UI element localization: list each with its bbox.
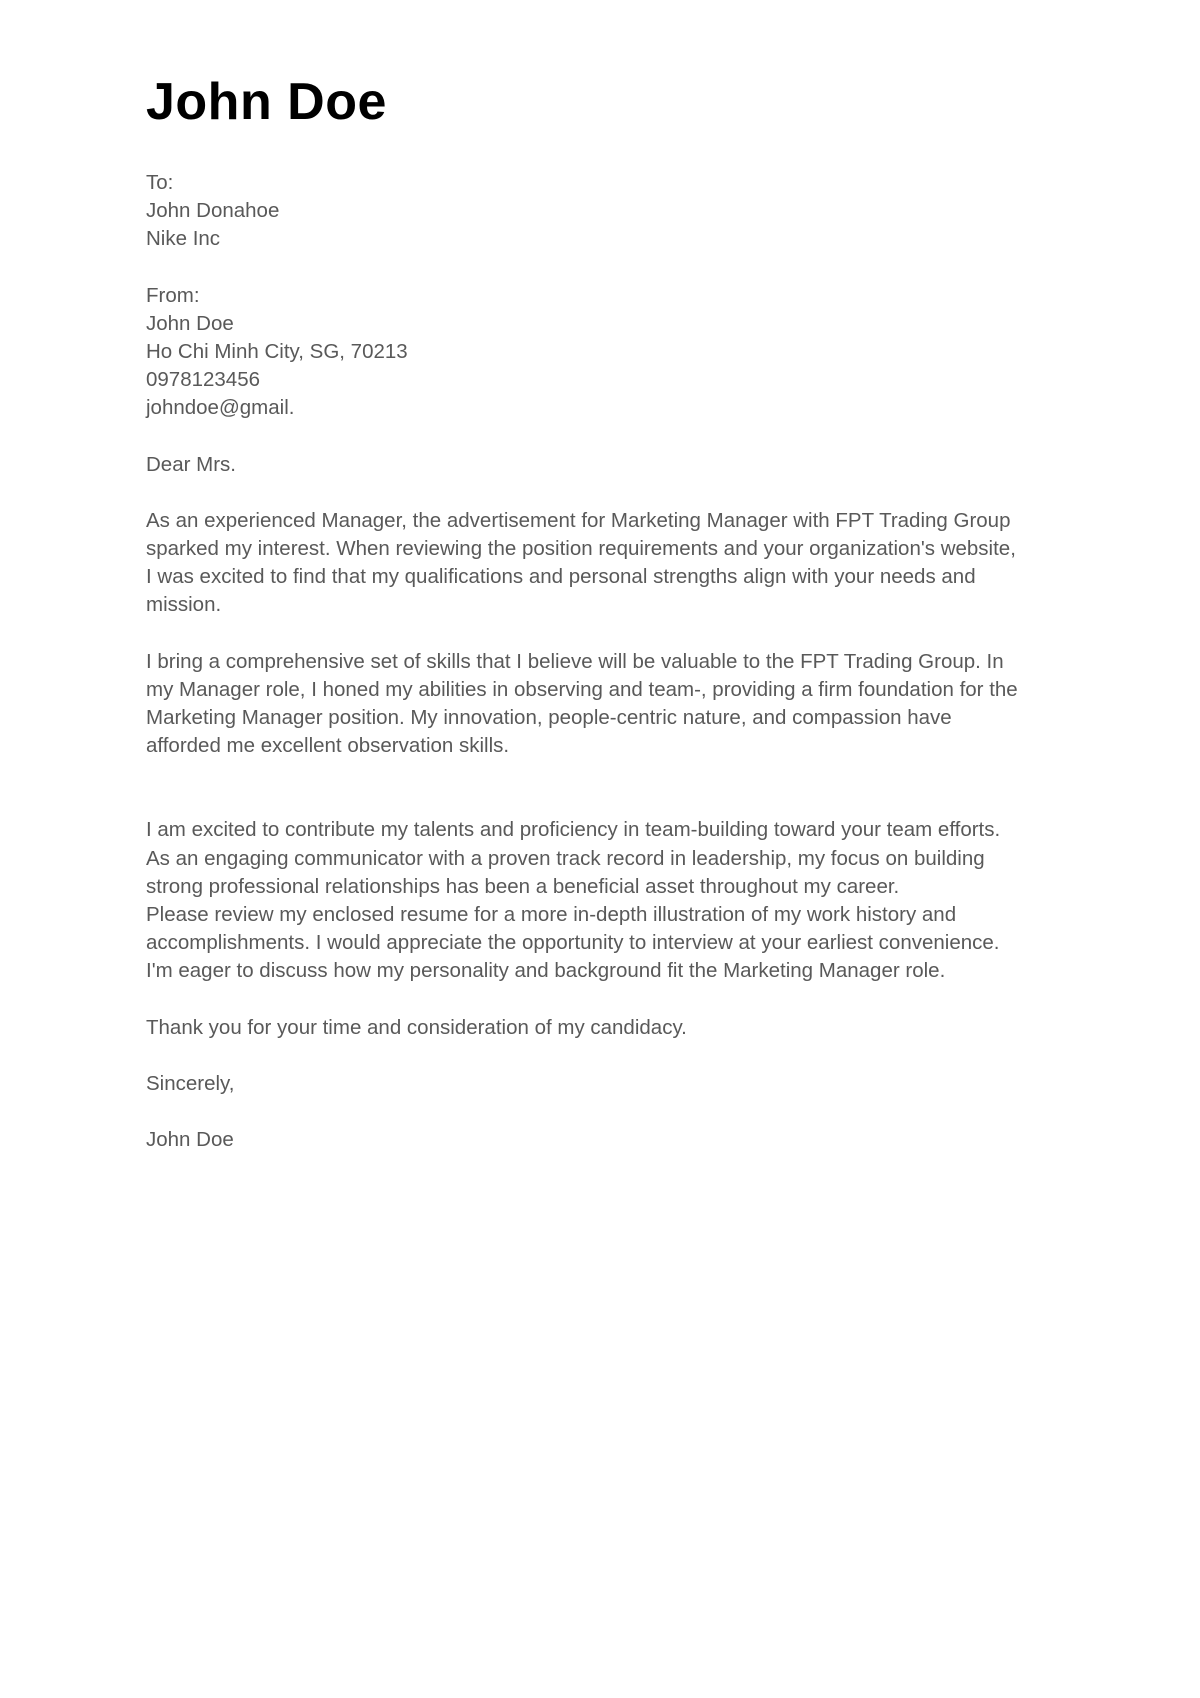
sender-block xyxy=(146,282,1066,423)
sender-phone: 0978123456 xyxy=(146,368,261,392)
paragraph-line: strong professional relationships has been a beneficial asset throughout my career. xyxy=(146,874,900,898)
paragraph-line: accomplishments. I would appreciate the opportunity to interview at your earliest convenience. xyxy=(146,931,1000,955)
letter-content xyxy=(146,68,1066,1154)
paragraph-line: I bring a comprehensive set of skills that I believe will be valuable to the FPT Trading Group. In xyxy=(146,649,1004,673)
sender-email: johndoe@gmail. xyxy=(146,396,295,420)
paragraph-line: afforded me excellent observation skills. xyxy=(146,734,510,758)
closing xyxy=(146,1070,1066,1098)
signature xyxy=(146,1126,1066,1154)
paragraph-line: I am excited to contribute my talents and proficiency in team-building toward your team efforts. xyxy=(146,818,1001,842)
paragraph-line: sparked my interest. When reviewing the position requirements and your organization's website, xyxy=(146,537,1016,561)
paragraph-line: I was excited to find that my qualifications and personal strengths align with your needs and xyxy=(146,565,976,589)
sender-address: Ho Chi Minh City, SG, 70213 xyxy=(146,340,408,364)
sender-name: John Doe xyxy=(146,311,234,335)
thanks-text: Thank you for your time and consideration of my candidacy. xyxy=(146,1015,687,1039)
recipient-block xyxy=(146,169,1066,254)
body-paragraph-3 xyxy=(146,816,1066,985)
recipient-company: Nike Inc xyxy=(146,227,221,251)
body-paragraph-1 xyxy=(146,507,1066,620)
paragraph-line: As an experienced Manager, the advertisement for Marketing Manager with FPT Trading Group xyxy=(146,508,1011,532)
to-label: To: xyxy=(146,171,174,194)
from-label: From: xyxy=(146,283,200,307)
thanks-line xyxy=(146,1014,1066,1042)
sender-name-heading: John Doe xyxy=(146,73,387,131)
closing-text: Sincerely, xyxy=(146,1071,235,1095)
body-paragraph-2 xyxy=(146,648,1066,761)
paragraph-line: my Manager role, I honed my abilities in observing and team-, providing a firm foundation for the xyxy=(146,677,1018,701)
paragraph-line: Please review my enclosed resume for a more in-depth illustration of my work history and xyxy=(146,903,957,927)
paragraph-line: mission. xyxy=(146,593,222,617)
salutation-text: Dear Mrs. xyxy=(146,452,236,476)
signature-name: John Doe xyxy=(146,1128,234,1152)
paragraph-line: I'm eager to discuss how my personality and background fit the Marketing Manager role. xyxy=(146,959,946,983)
paragraph-line: As an engaging communicator with a proven track record in leadership, my focus on building xyxy=(146,846,985,870)
recipient-name: John Donahoe xyxy=(146,199,280,223)
salutation xyxy=(146,451,1066,479)
paragraph-line: Marketing Manager position. My innovation, people-centric nature, and compassion have xyxy=(146,706,952,730)
